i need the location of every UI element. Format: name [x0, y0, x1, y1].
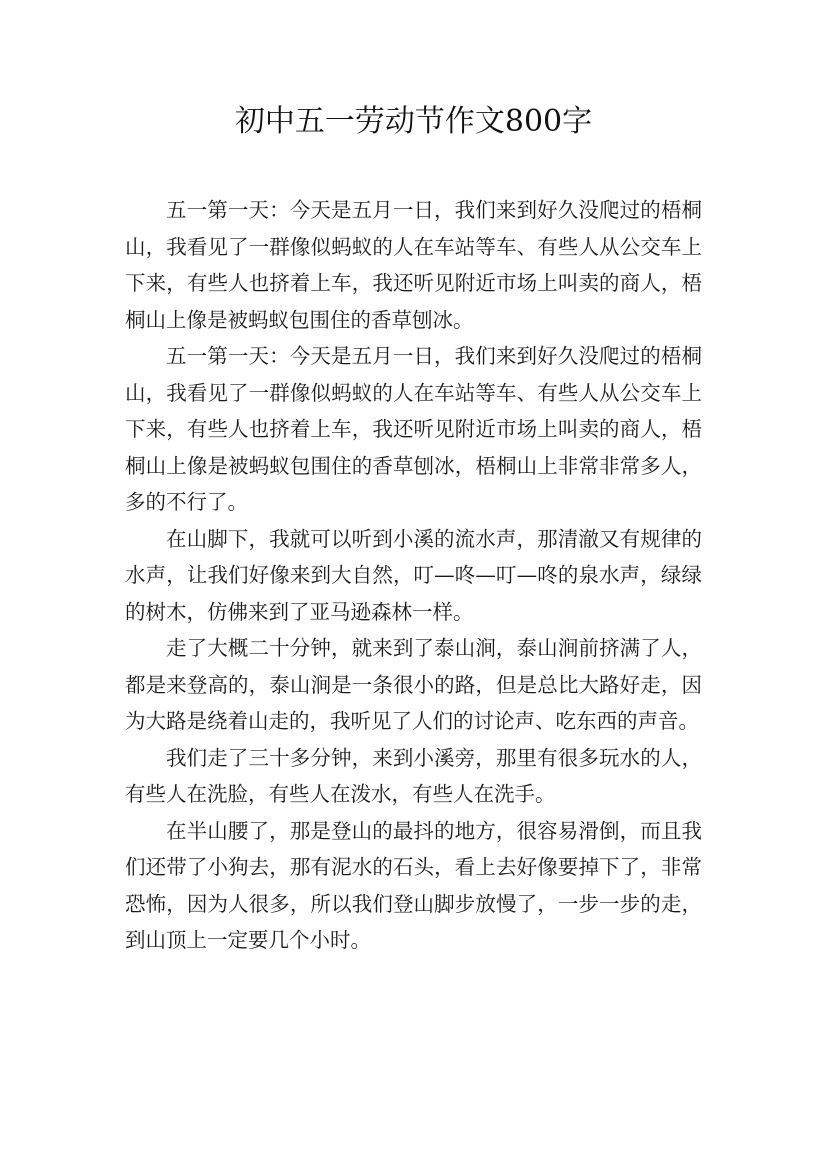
paragraph: 我们走了三十多分钟，来到小溪旁，那里有很多玩水的人，有些人在洗脸，有些人在泼水，有些人在洗手。 — [125, 745, 702, 806]
paragraph: 五一第一天：今天是五月一日，我们来到好久没爬过的梧桐山，我看见了一群像似蚂蚁的人在车站等车、有些人从公交车上下来，有些人也挤着上车，我还听见附近市场上叫卖的商人，梧桐山上像是被蚂蚁包围住的香草刨冰。 — [125, 198, 702, 332]
paragraph: 在山脚下，我就可以听到小溪的流水声，那清澈又有规律的水声，让我们好像来到大自然，叮—咚—叮—咚的泉水声，绿绿的树木，仿佛来到了亚马逊森林一样。 — [125, 526, 702, 624]
document-title: 初中五一劳动节作文800字 — [234, 104, 593, 139]
paragraph: 五一第一天：今天是五月一日，我们来到好久没爬过的梧桐山，我看见了一群像似蚂蚁的人在车站等车、有些人从公交车上下来，有些人也挤着上车，我还听见附近市场上叫卖的商人，梧桐山上像是被蚂蚁包围住的香草刨冰，梧桐山上非常非常多人，多的不行了。 — [125, 344, 702, 514]
paragraph: 走了大概二十分钟，就来到了泰山涧，泰山涧前挤满了人，都是来登高的，泰山涧是一条很小的路，但是总比大路好走，因为大路是绕着山走的，我听见了人们的讨论声、吃东西的声音。 — [125, 636, 702, 733]
document-body — [125, 192, 702, 959]
paragraph: 在半山腰了，那是登山的最抖的地方，很容易滑倒，而且我们还带了小狗去，那有泥水的石头，看上去好像要掉下了，非常恐怖，因为人很多，所以我们登山脚步放慢了，一步一步的走，到山顶上一定要几个小时。 — [125, 818, 702, 952]
